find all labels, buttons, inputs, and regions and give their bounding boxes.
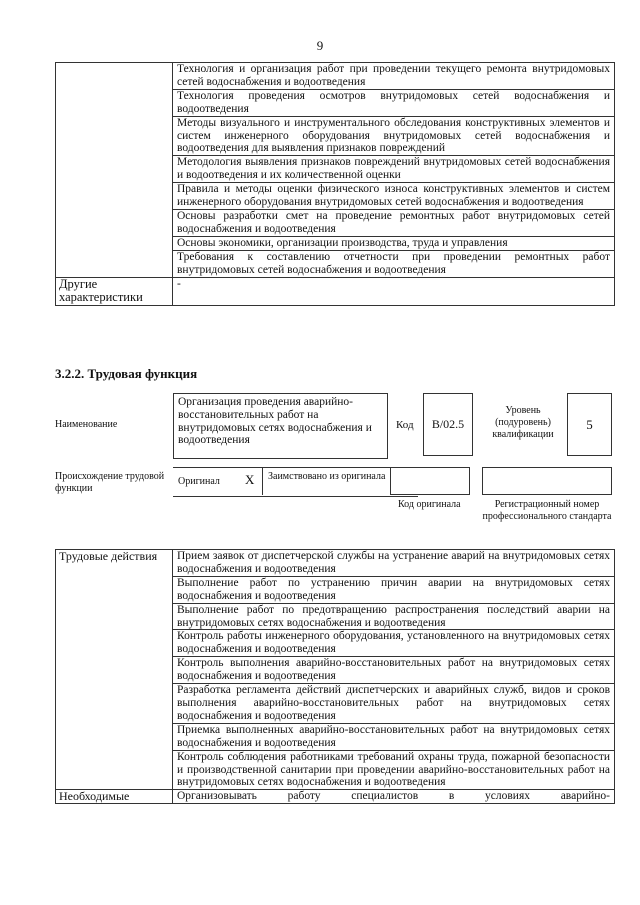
table-row [56,790,615,804]
knowledge-item: Методология выявления признаков повреждений внутридомовых сетей водоснабжения и водоотведения и их количественной оценки [173,156,615,183]
table-row [56,277,615,305]
reg-number-box [482,467,612,495]
labor-action-item: Разработка регламента действий диспетчерских и аварийных служб, видов и сроков выполнения аварийно-восстановительных работ на внутридомовых сетях водоснабжения и водоотведения [173,684,615,724]
section-title: 3.2.2. Трудовая функция [55,366,198,381]
knowledge-item: Методы визуального и инструментального обследования конструктивных элементов и систем инженерного оборудования внутридомовых сетей водоснабжения и водоотведения для выявления признаков повреждений [173,116,615,156]
knowledge-item: Требования к составлению отчетности при проведении ремонтных работ внутридомовых сетей водоснабжения и водоотведения [173,250,615,277]
borrowed-label: Заимствовано из оригинала [268,471,386,482]
required-skill-item: Организовывать работу специалистов в условиях аварийно- [173,790,615,804]
name-label: Наименование [55,419,118,430]
function-name-box: Организация проведения аварийно-восстановительных работ на внутридомовых сетях водоснабжения и водоотведения [173,393,388,459]
original-label: Оригинал [178,476,220,487]
table-row [56,63,615,90]
page-number: 9 [316,38,324,53]
code-label: Код [396,419,414,431]
labor-action-item: Приемка выполненных аварийно-восстановительных работ на внутридомовых сетях водоснабжения и водоотведения [173,723,615,750]
labor-action-item: Контроль работы инженерного оборудования, установленного на внутридомовых сетях водоснабжения и водоотведения [173,630,615,657]
knowledge-item: Основы экономики, организации производства, труда и управления [173,236,615,250]
labor-actions-label: Трудовые действия [56,550,173,790]
labor-actions-table [55,549,615,804]
required-skills-label: Необходимые [56,790,173,804]
knowledge-item: Основы разработки смет на проведение ремонтных работ внутридомовых сетей водоснабжения и водоотведения [173,209,615,236]
table-row [56,550,615,577]
knowledge-label-cell [56,63,173,278]
labor-action-item: Выполнение работ по предотвращению распространения последствий аварии на внутридомовых сетях водоснабжения и водоотведения [173,603,615,630]
level-value-box: 5 [567,393,612,456]
labor-action-item: Контроль соблюдения работниками требований охраны труда, пожарной безопасности и производственной санитарии при проведении аварийно-восстановительных работ на внутридомовых сетях водоснабжения и водоотведения [173,750,615,790]
knowledge-table [55,62,615,306]
origin-separator [262,467,263,495]
level-label: Уровень (подуровень) квалификации [492,405,554,440]
origin-label: Происхождение трудовой функции [55,471,165,494]
labor-action-item: Прием заявок от диспетчерской службы на устранение аварий на внутридомовых сетях водоснабжения и водоотведения [173,550,615,577]
other-characteristics-value: - [173,277,615,305]
reg-number-label: Регистрационный номер профессионального стандарта [482,499,612,522]
other-characteristics-label: Другие характеристики [56,277,173,305]
labor-action-item: Контроль выполнения аварийно-восстановительных работ на внутридомовых сетях водоснабжения и водоотведения [173,657,615,684]
knowledge-item: Технология и организация работ при проведении текущего ремонта внутридомовых сетей водоснабжения и водоотведения [173,63,615,90]
knowledge-item: Правила и методы оценки физического износа конструктивных элементов и систем инженерного оборудования внутридомовых сетей водоснабжения и водоотведения [173,183,615,210]
labor-action-item: Выполнение работ по устранению причин аварии на внутридомовых сетях водоснабжения и водоотведения [173,576,615,603]
code-original-box [390,467,470,495]
knowledge-item: Технология проведения осмотров внутридомовых сетей водоснабжения и водоотведения [173,89,615,116]
code-original-label: Код оригинала [398,499,461,510]
original-mark: X [245,472,255,487]
function-code-box: B/02.5 [423,393,473,456]
